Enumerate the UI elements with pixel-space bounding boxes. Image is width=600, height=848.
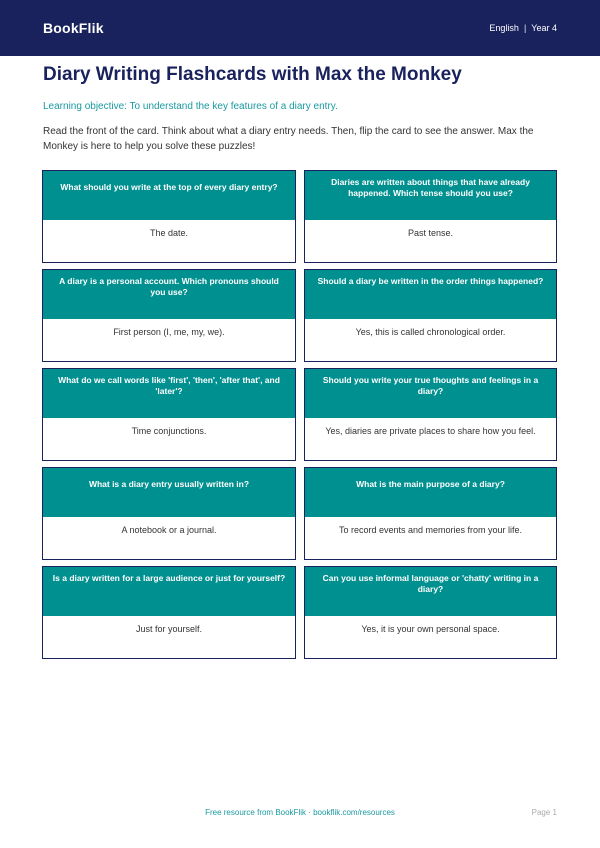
flashcard-answer: Yes, this is called chronological order. xyxy=(355,327,506,337)
flashcard-question: Should a diary be written in the order things happened? xyxy=(305,270,556,319)
flashcard[interactable] xyxy=(304,269,557,362)
flashcard-question: What should you write at the top of every diary entry? xyxy=(43,171,295,220)
flashcard-answer: Past tense. xyxy=(407,228,454,238)
subject-label: English xyxy=(489,23,519,33)
year-label: Year 4 xyxy=(531,23,557,33)
flashcard-question: What do we call words like 'first', 'then', 'after that', and 'later'? xyxy=(43,369,295,418)
flashcard-question: Can you use informal language or 'chatty' writing in a diary? xyxy=(305,567,556,616)
flashcard-grid xyxy=(42,170,557,659)
flashcard-answer: Yes, it is your own personal space. xyxy=(361,624,500,634)
flashcard[interactable] xyxy=(42,170,296,263)
flashcard[interactable] xyxy=(304,467,557,560)
page-number: Page 1 xyxy=(531,808,557,817)
flashcard-question: Diaries are written about things that have already happened. Which tense should you use? xyxy=(305,171,556,220)
flashcard[interactable] xyxy=(42,566,296,659)
flashcard[interactable] xyxy=(42,269,296,362)
flashcard[interactable] xyxy=(42,467,296,560)
flashcard-answer: Just for yourself. xyxy=(135,624,203,634)
flashcard-question: Should you write your true thoughts and feelings in a diary? xyxy=(305,369,556,418)
brand-logo-text[interactable]: BookFlik xyxy=(43,20,104,36)
flashcard-answer: Time conjunctions. xyxy=(131,426,207,436)
learning-objective: Learning objective: To understand the key features of a diary entry. xyxy=(43,101,338,112)
flashcard-answer: Yes, diaries are private places to share how you feel. xyxy=(325,426,536,436)
flashcard-answer: A notebook or a journal. xyxy=(121,525,217,535)
flashcard[interactable] xyxy=(304,368,557,461)
flashcard-question: What is a diary entry usually written in? xyxy=(43,468,295,517)
intro-paragraph: Read the front of the card. Think about what a diary entry needs. Then, flip the card to see the answer. Max the Monkey is here to help you solve these puzzles! xyxy=(43,126,534,152)
flashcard-answer: To record events and memories from your life. xyxy=(338,525,523,535)
header-meta xyxy=(489,23,557,33)
flashcard[interactable] xyxy=(42,368,296,461)
meta-separator: | xyxy=(523,23,527,33)
flashcard-question: Is a diary written for a large audience or just for yourself? xyxy=(43,567,295,616)
flashcard[interactable] xyxy=(304,566,557,659)
flashcard-answer: First person (I, me, my, we). xyxy=(113,327,225,337)
flashcard-question: A diary is a personal account. Which pronouns should you use? xyxy=(43,270,295,319)
top-header-bar xyxy=(0,0,600,56)
page-title: Diary Writing Flashcards with Max the Monkey xyxy=(43,64,462,85)
flashcard-answer: The date. xyxy=(149,228,189,238)
flashcard[interactable] xyxy=(304,170,557,263)
flashcard-question: What is the main purpose of a diary? xyxy=(305,468,556,517)
footer-credit[interactable]: Free resource from BookFlik · bookflik.com/resources xyxy=(205,808,395,817)
